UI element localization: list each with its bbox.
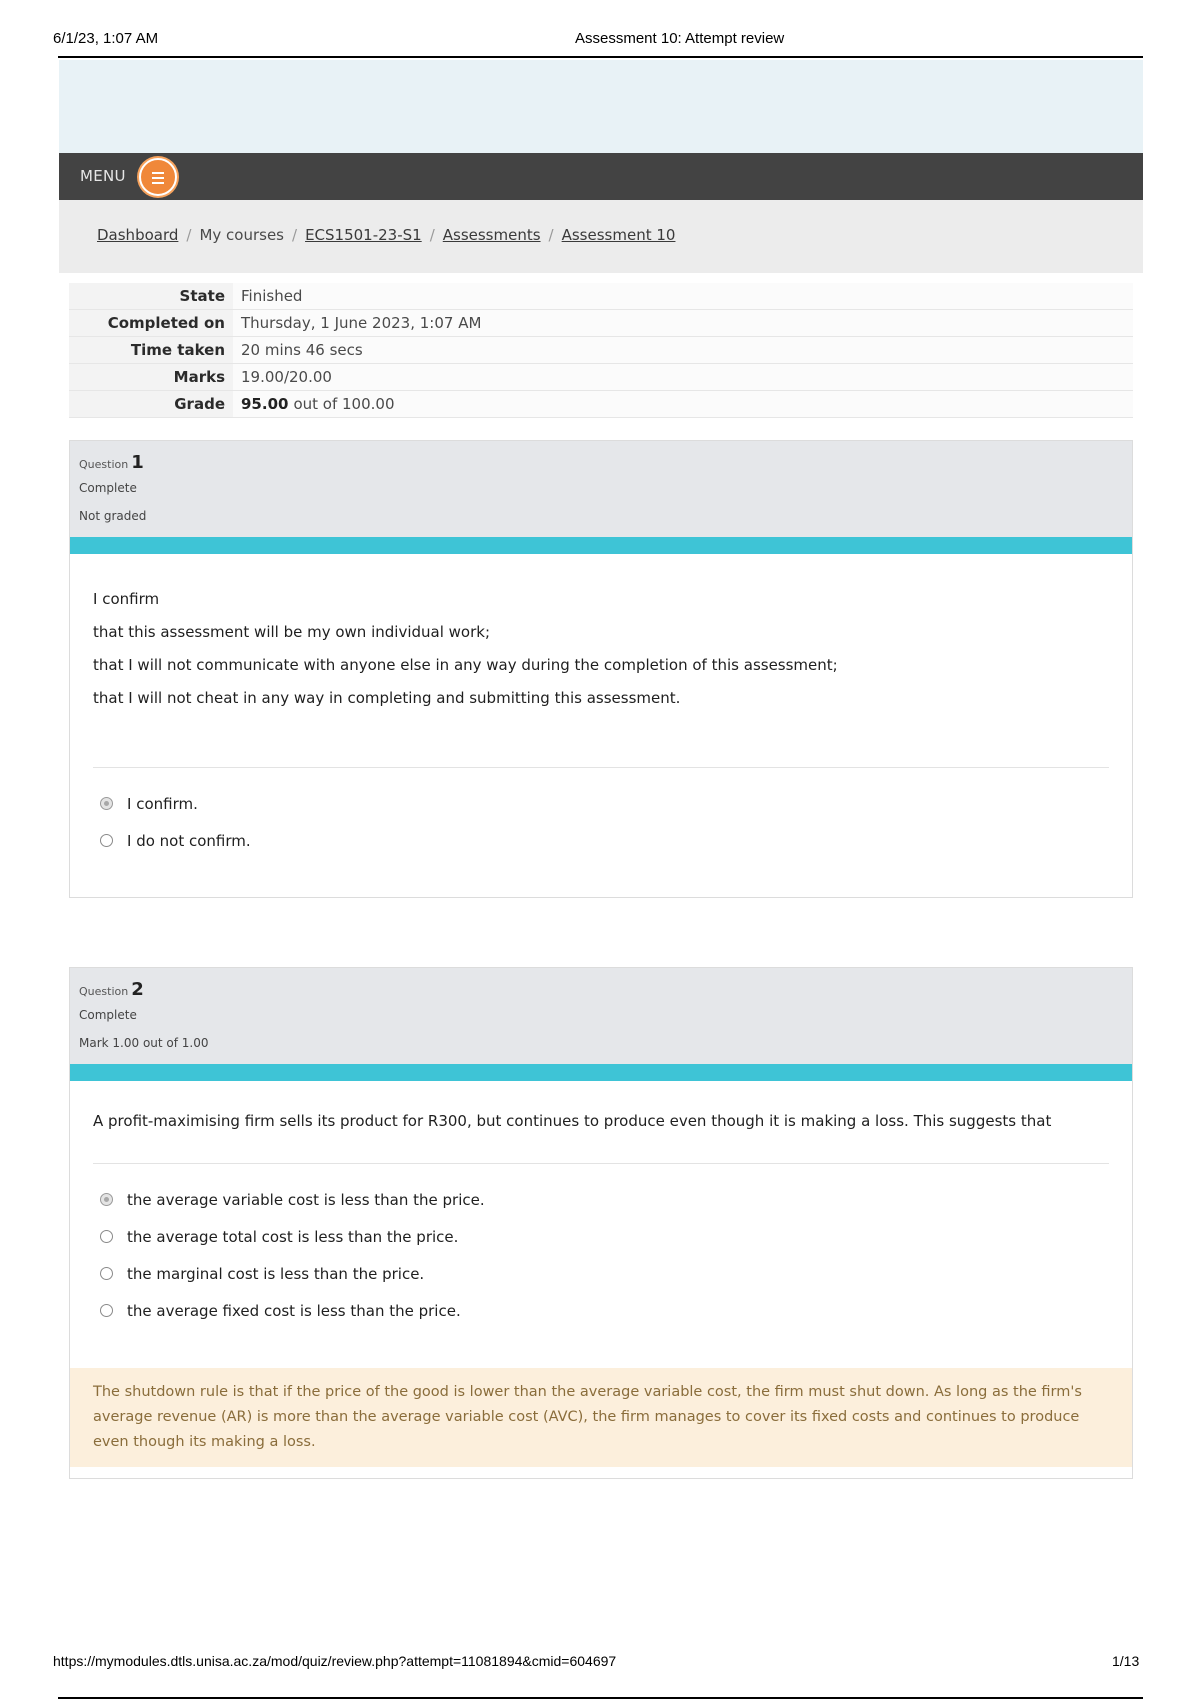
breadcrumb-course[interactable]: ECS1501-23-S1 xyxy=(305,226,422,244)
print-page-number: 1/13 xyxy=(1112,1653,1140,1669)
question-grade: Mark 1.00 out of 1.00 xyxy=(79,1036,209,1050)
summary-label: Marks xyxy=(69,364,233,390)
question-text-line: A profit-maximising firm sells its product for R300, but continues to produce even though it is making a loss. This suggests that xyxy=(93,1112,1052,1130)
question-text-line: that I will not cheat in any way in completing and submitting this assessment. xyxy=(93,689,681,707)
print-date: 6/1/23, 1:07 AM xyxy=(53,30,159,47)
breadcrumb-my-courses: My courses xyxy=(199,226,284,244)
summary-value: 20 mins 46 secs xyxy=(233,337,1133,363)
answer-option-label: I confirm. xyxy=(127,794,198,813)
breadcrumb-assessment-10[interactable]: Assessment 10 xyxy=(561,226,676,244)
answer-options xyxy=(93,1164,1109,1368)
radio-icon[interactable] xyxy=(100,1267,113,1280)
radio-selected-icon[interactable] xyxy=(100,797,113,810)
general-feedback: The shutdown rule is that if the price of the good is lower than the average variable cost, the firm must shut down. As long as the firm's average revenue (AR) is more than the average variable cost (AVC), the firm manages to cover its fixed costs and continues to produce even though its making a loss. xyxy=(70,1368,1132,1467)
answer-option-label: the marginal cost is less than the price. xyxy=(127,1264,425,1283)
answer-option-label: I do not confirm. xyxy=(127,831,251,850)
summary-value xyxy=(233,391,1133,417)
print-url: https://mymodules.dtls.unisa.ac.za/mod/quiz/review.php?attempt=11081894&cmid=604697 xyxy=(53,1653,617,1669)
summary-label: State xyxy=(69,283,233,309)
question-1-card xyxy=(69,440,1133,898)
question-info xyxy=(70,968,1132,1064)
question-number xyxy=(79,979,144,1000)
menu-label[interactable]: MENU xyxy=(80,167,126,185)
summary-row-grade xyxy=(69,391,1133,418)
breadcrumb-assessments[interactable]: Assessments xyxy=(442,226,541,244)
question-prefix: Question xyxy=(79,458,129,471)
hamburger-menu-icon[interactable] xyxy=(139,158,177,196)
question-2-card xyxy=(69,967,1133,1479)
summary-row-marks xyxy=(69,364,1133,391)
question-text-line: that this assessment will be my own individual work; xyxy=(93,623,490,641)
answer-option-label: the average variable cost is less than the price. xyxy=(127,1190,485,1209)
breadcrumb-dashboard[interactable]: Dashboard xyxy=(97,226,179,244)
question-text-line: that I will not communicate with anyone else in any way during the completion of this assessment; xyxy=(93,656,838,674)
summary-value: Finished xyxy=(233,283,1133,309)
answer-option[interactable] xyxy=(93,822,1109,859)
question-color-bar xyxy=(70,537,1132,554)
grade-value: 95.00 xyxy=(241,395,289,413)
attempt-summary-table xyxy=(69,283,1133,418)
print-header xyxy=(0,0,1200,60)
summary-value: Thursday, 1 June 2023, 1:07 AM xyxy=(233,310,1133,336)
question-number xyxy=(79,452,144,473)
print-header-rule xyxy=(58,56,1143,58)
radio-icon[interactable] xyxy=(100,1304,113,1317)
answer-option[interactable] xyxy=(93,1292,1109,1329)
question-number-value: 2 xyxy=(131,979,144,1000)
print-footer-rule xyxy=(58,1697,1143,1699)
question-text xyxy=(93,554,1109,767)
breadcrumb-separator: / xyxy=(186,226,192,244)
summary-value: 19.00/20.00 xyxy=(233,364,1133,390)
question-prefix: Question xyxy=(79,985,129,998)
breadcrumb-bar xyxy=(59,200,1143,273)
print-title: Assessment 10: Attempt review xyxy=(575,30,785,47)
answer-options xyxy=(93,768,1109,859)
radio-icon[interactable] xyxy=(100,834,113,847)
question-grade: Not graded xyxy=(79,509,147,523)
summary-row-state xyxy=(69,283,1133,310)
summary-row-time-taken xyxy=(69,337,1133,364)
answer-option-label: the average fixed cost is less than the price. xyxy=(127,1301,461,1320)
answer-option[interactable] xyxy=(93,785,1109,822)
question-body xyxy=(70,554,1132,859)
question-info xyxy=(70,441,1132,537)
question-text xyxy=(93,1081,1109,1163)
summary-label: Time taken xyxy=(69,337,233,363)
summary-label: Completed on xyxy=(69,310,233,336)
breadcrumb xyxy=(97,226,675,244)
answer-option-label: the average total cost is less than the price. xyxy=(127,1227,459,1246)
grade-out-of: out of 100.00 xyxy=(293,395,395,413)
breadcrumb-separator: / xyxy=(292,226,298,244)
question-body xyxy=(70,1081,1132,1368)
question-number-value: 1 xyxy=(131,452,144,473)
breadcrumb-separator: / xyxy=(429,226,435,244)
menu-bar xyxy=(59,153,1143,200)
summary-label: Grade xyxy=(69,391,233,417)
breadcrumb-separator: / xyxy=(548,226,554,244)
question-color-bar xyxy=(70,1064,1132,1081)
question-state: Complete xyxy=(79,1008,137,1022)
summary-row-completed-on xyxy=(69,310,1133,337)
answer-option[interactable] xyxy=(93,1181,1109,1218)
radio-selected-icon[interactable] xyxy=(100,1193,113,1206)
site-banner xyxy=(59,60,1143,153)
answer-option[interactable] xyxy=(93,1255,1109,1292)
radio-icon[interactable] xyxy=(100,1230,113,1243)
question-state: Complete xyxy=(79,481,137,495)
question-text-line: I confirm xyxy=(93,590,160,608)
print-footer xyxy=(0,1640,1200,1700)
answer-option[interactable] xyxy=(93,1218,1109,1255)
